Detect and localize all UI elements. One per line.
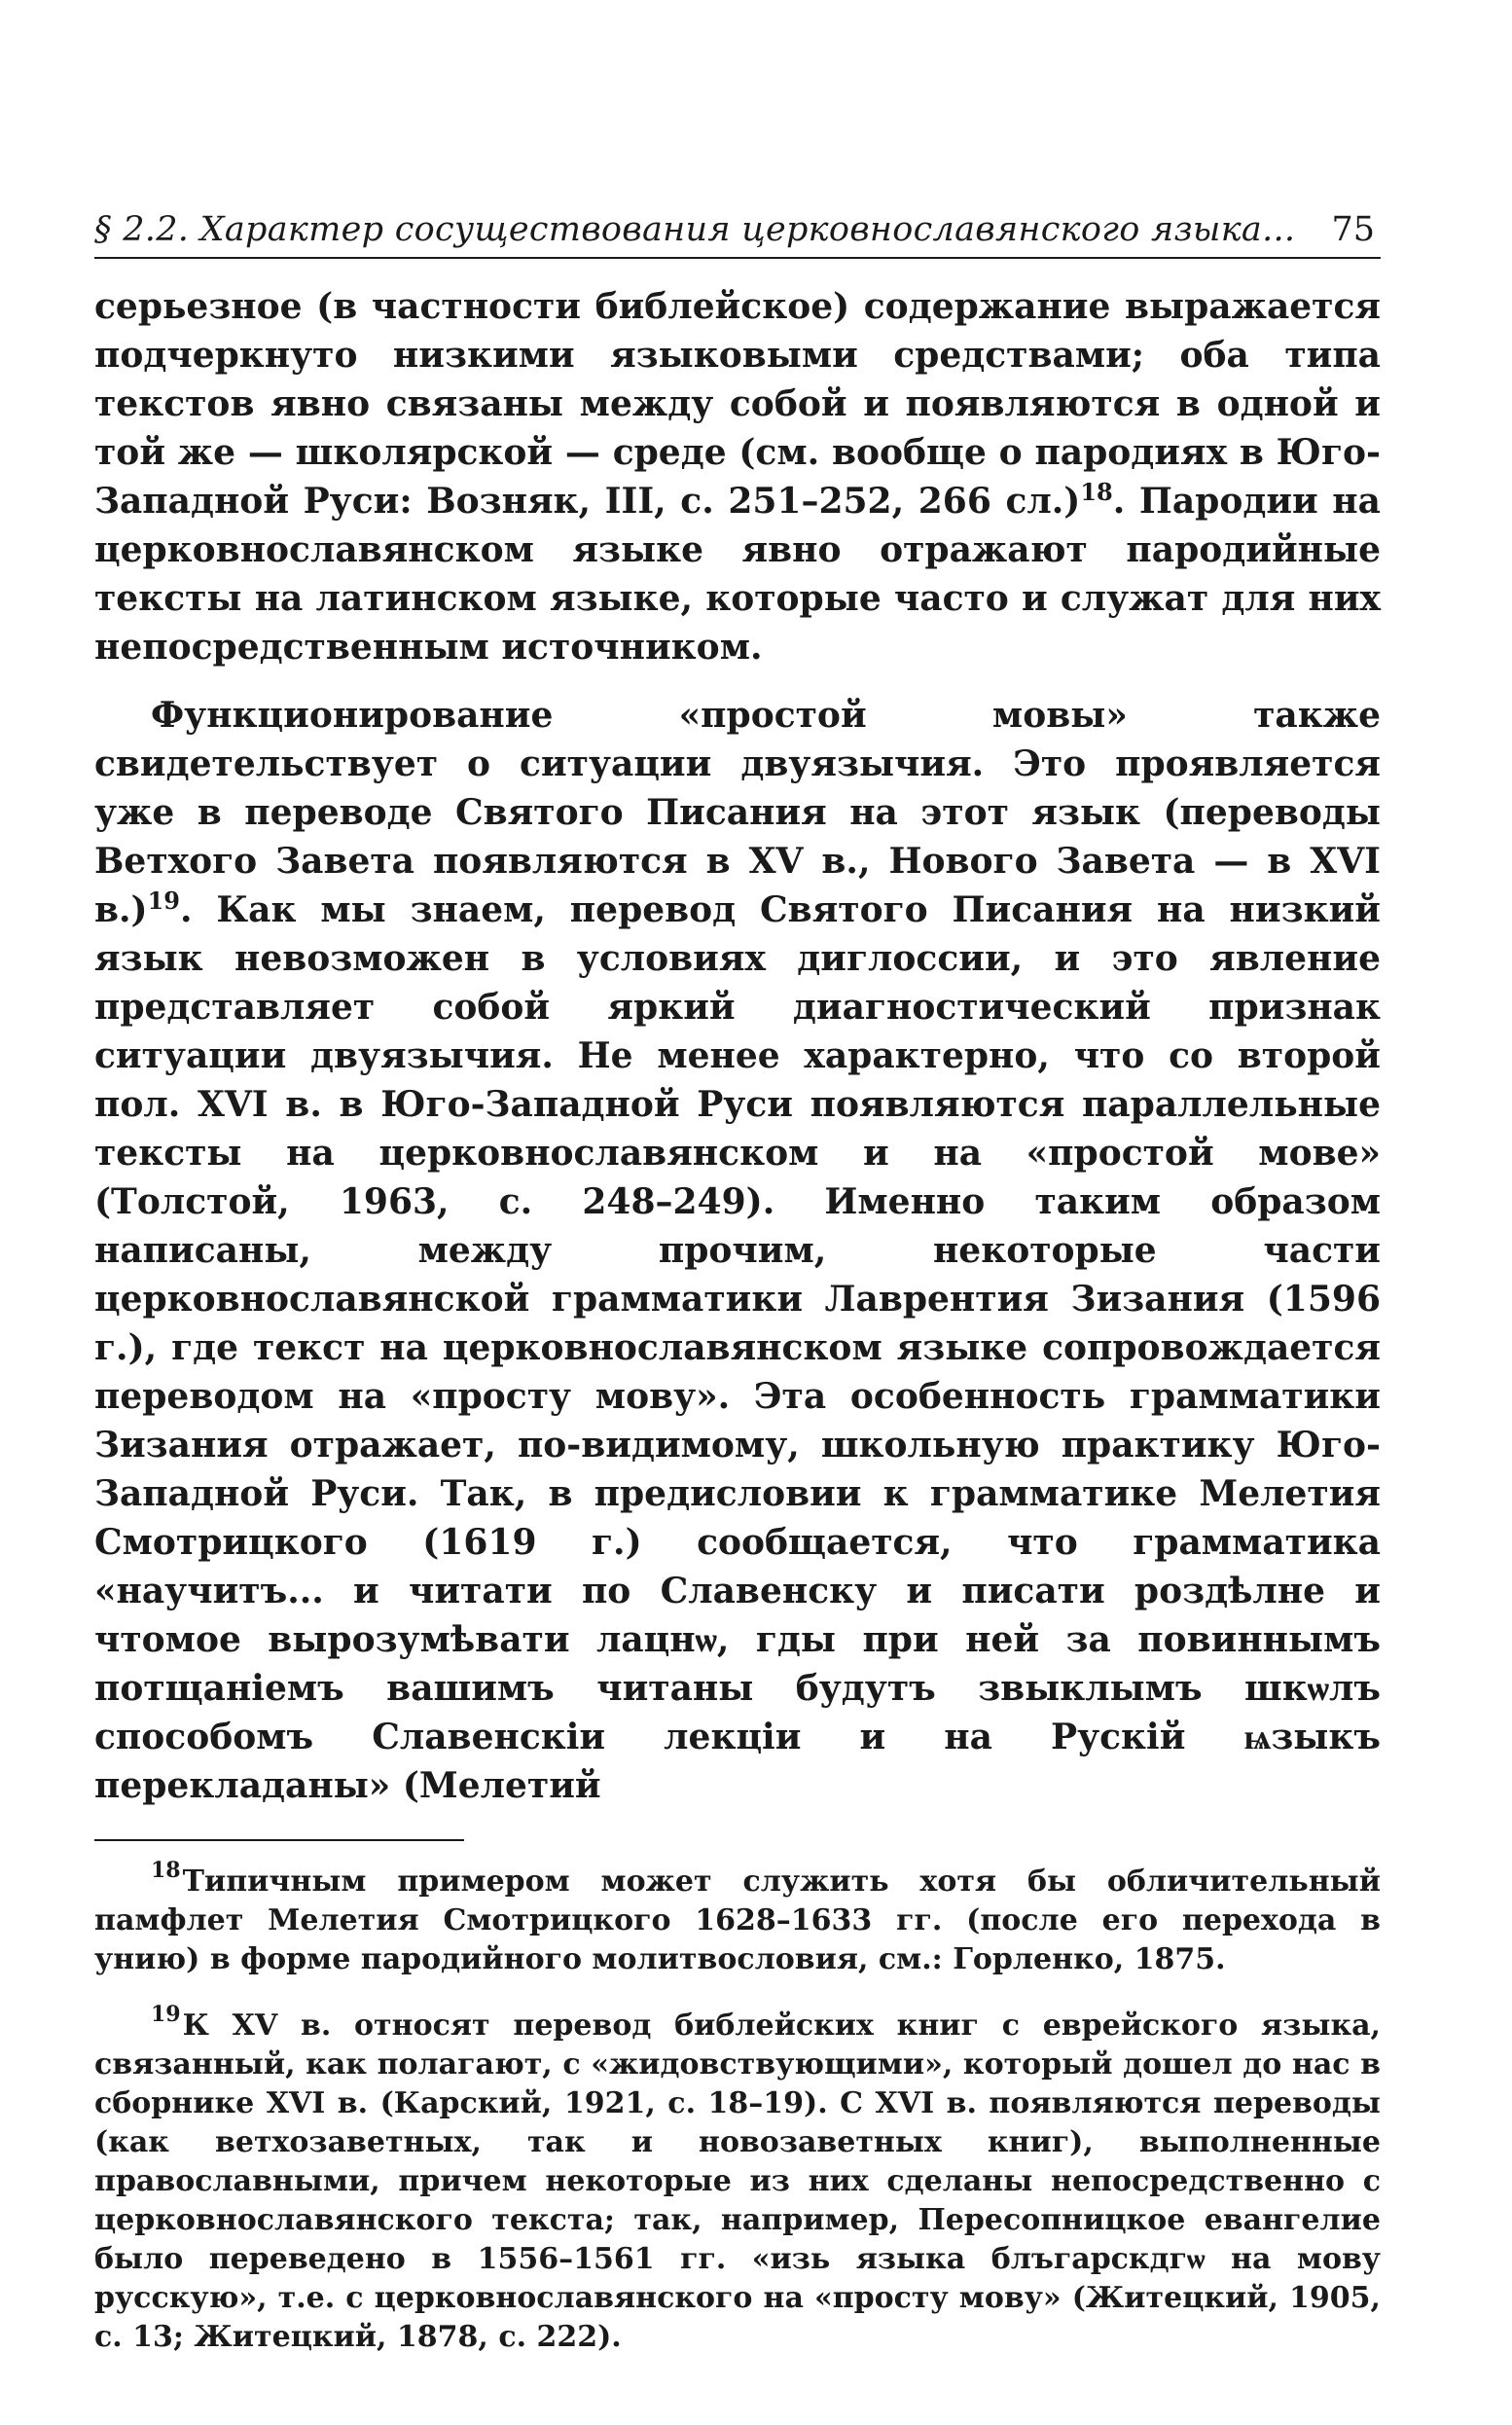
footnote-19 xyxy=(94,1995,1381,2357)
footnote-ref-18: 18 xyxy=(1080,478,1113,506)
footnote-number: 19 xyxy=(151,2002,181,2027)
paragraph-text: . Пародии на церковнославянском языке явно отражают пародийные тексты на латинском языке, которые часто и служат для них непосредственным источником. xyxy=(94,481,1381,668)
page-number: 75 xyxy=(1331,210,1375,249)
footnote-text: Типичным примером может служить хотя бы обличительный памфлет Мелетия Смотрицкого 1628–1633 гг. (после его перехода в унию) в форме пародийного молитвословия, см.: Горленко, 1875. xyxy=(94,1864,1381,1976)
paragraph-text: серьезное (в частности библейское) содержание выражается подчеркнуто низкими языковыми средствами; оба типа текстов явно связаны между собой и появляются в одной и той же — школярской — среде (см. вообще о пародиях в Юго-Западной Руси: Возняк, III, с. 251–252, 266 сл.) xyxy=(94,286,1381,522)
footnote-number: 18 xyxy=(151,1858,181,1883)
paragraph-text: . Как мы знаем, перевод Святого Писания на низкий язык невозможен в условиях диглоссии, и это явление представляет собой яркий диагностический признак ситуации двуязычия. Не менее характерно, что со второй пол. XVI в. в Юго-Западной Руси появляются параллельные тексты на церковнославянском и на «простой мове» (Толстой, 1963, с. 248–249). Именно таким образом написаны, между прочим, некоторые части церковнославянской грамматики Лаврентия Зизания (1596 г.), где текст на церковнославянском языке сопровождается переводом на «просту мову». Эта особенность грамматики Зизания отражает, по-видимому, школьную практику Юго-Западной Руси. Так, в предисловии к грамматике Мелетия Смотрицкого (1619 г.) сообщается, что грамматика «научитъ... и читати по Славенску и писати роздѣлне и чтомое вырозумѣвати лацнѡ, гды при ней за повиннымъ потщаніемъ вашимъ читаны будутъ звыклымъ шкѡлъ способомъ Славенскіи лекціи и на Рускій ѩзыкъ перекладаны» (Мелетий xyxy=(94,889,1381,1806)
footnote-ref-19: 19 xyxy=(147,887,180,915)
footnote-18 xyxy=(94,1851,1381,1979)
footnote-separator xyxy=(94,1839,464,1841)
footnote-text: К XV в. относят перевод библейских книг с еврейского языка, связанный, как полагают, с «жидовствующими», который дошел до нас в сборнике XVI в. (Карский, 1921, с. 18–19). С XVI в. появляются переводы (как ветхозаветных, так и новозаветных книг), выполненные православными, причем некоторые из них сделаны непосредственно с церковнославянского текста; так, например, Пересопницкое евангелие было переведено в 1556–1561 гг. «изь языка блъгарскдгѡ на мову русскую», т.е. с церковнославянского на «просту мову» (Житецкий, 1905, с. 13; Житецкий, 1878, с. 222). xyxy=(94,2009,1381,2354)
running-head xyxy=(94,208,1381,259)
paragraph-1 xyxy=(94,282,1381,671)
footnotes xyxy=(94,1851,1381,2357)
paragraph-text: Функционирование «простой мовы» также свидетельствует о ситуации двуязычия. Это проявляется уже в переводе Святого Писания на этот язык (переводы Ветхого Завета появляются в XV в., Нового Завета — в XVI в.) xyxy=(94,695,1381,930)
paragraph-2 xyxy=(94,691,1381,1810)
book-page xyxy=(94,208,1381,2372)
section-title: § 2.2. Характер сосуществования церковнославянского языка... xyxy=(94,210,1296,249)
body-text xyxy=(94,282,1381,1810)
